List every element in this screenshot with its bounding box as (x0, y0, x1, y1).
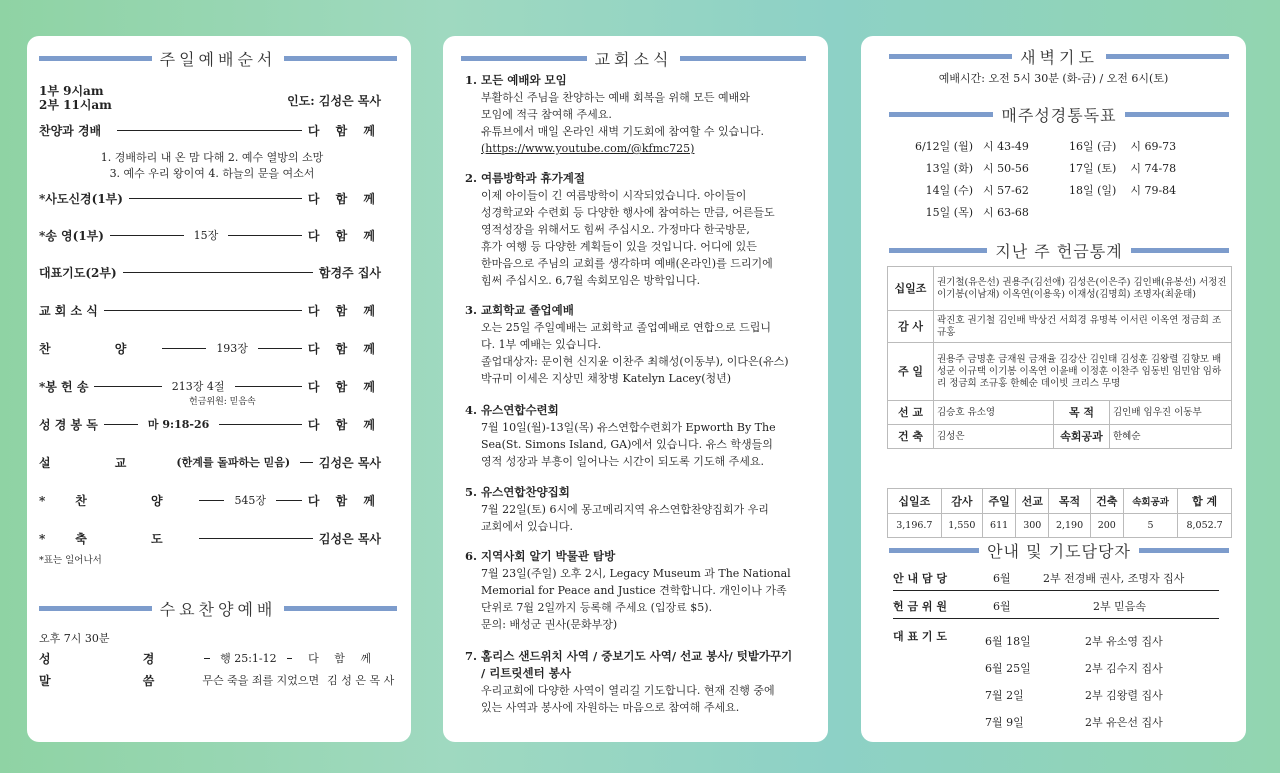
news-item-4: 4. 유스연합수련회 7월 10일(월)-13일(목) 유스연합수련회가 Epworth By The Sea(St. Simons Island, GA)에서 있습니다. 유스 학생들의 영적 성장과 부흥이 일어나는 시간이 되도록 기도해 주세요. (465, 403, 776, 468)
duty-divider-1 (893, 590, 1219, 591)
row-praise: 찬양과 경배 다 함 께 (39, 123, 381, 138)
bible-reading-title: 매주성경통독표 (889, 102, 1229, 126)
offering-row-sunday: 주 일 권용주 금명훈 금재원 금재율 김강산 김인태 김성훈 김왕렬 김향모 배성군 이규택 이기봉 이옥연 이윤배 이정훈 이찬주 임동빈 임민암 임하리 정금희 조규홍 한혜순 데이빗 크리스 무명 (888, 343, 1232, 401)
news-item-2: 2. 여름방학과 휴가계절 이제 아이들이 긴 여름방학이 시작되었습니다. 아이들이 성경학교와 수련회 등 다양한 행사에 참여하는 만큼, 어른들도 영적성장을 위해서도 힘써 주십시오. 가정마다 한국방문, 휴가 여행 등 다양한 계획들이 있을 것입니다. 어디에 있든 한마음으로 주님의 교회를 생각하며 예배(온라인)를 드리기에 힘써 주십시오. 6,7월 속회모임은 방학입니다. (465, 171, 775, 287)
offering-stats-title: 지난 주 헌금통계 (889, 238, 1229, 262)
praise-songs: 1. 경배하리 내 온 맘 다해 2. 예수 열방의 소망 3. 예수 우리 왕이여 4. 하늘의 문을 여소서 (100, 151, 324, 180)
duty-divider-2 (893, 618, 1219, 619)
duty-offering-row: 헌 금 위 원 6월 2부 믿음속 (893, 600, 1146, 613)
duty-prayer-label: 대 표 기 도 (893, 630, 947, 643)
wednesday-title: 수요찬양예배 (39, 596, 397, 620)
row-news: 교 회 소 식 다 함 께 (39, 303, 381, 318)
totals-value-row: 3,196.7 1,550 611 300 2,190 200 5 8,052.7 (888, 514, 1232, 538)
duty-prayer-list: 6월 18일 2부 유소영 집사 6월 25일 2부 김수지 집사 7월 2일 2부 김왕렬 집사 7월 9일 2부 유은선 집사 (985, 635, 1163, 729)
row-benediction: *축 도 김성은 목사 (39, 531, 381, 546)
offering-names-table (887, 266, 1232, 449)
offering-row-mission: 선 교 김승호 유소영 목 적 김인배 임우진 이동부 (888, 401, 1232, 425)
offering-note: 헌금위원: 믿음속 (189, 397, 256, 407)
totals-header-row: 십일조 감사 주일 선교 목적 건축 속회공과 합 계 (888, 489, 1232, 514)
duty-guide-row: 안 내 담 당 6월 2부 전경배 권사, 조명자 집사 (893, 572, 1185, 585)
news-item-3: 3. 교회학교 졸업예배 오는 25일 주일예배는 교회학교 졸업예배로 연합으로 드립니 다. 1부 예배는 있습니다. 졸업대상자: 문이현 신지윤 이찬주 최해성(이동부), 이다은(유스) 박규미 이세은 지상민 채창병 Katelyn Lacey(청년) (465, 303, 789, 385)
news-item-5: 5. 유스연합찬양집회 7월 22일(토) 6시에 몽고메리지역 유스연합찬양집회가 우리 교회에서 있습니다. (465, 485, 769, 533)
leader: 인도: 김성은 목사 (287, 94, 381, 108)
row-offertory: *봉 헌 송 213장 4절 다 함 께 (39, 379, 381, 394)
row-doxology: *송 영(1부) 15장 다 함 께 (39, 228, 382, 243)
row-scripture: 성 경 봉 독 마 9:18-26 다 함 께 (39, 417, 381, 432)
news-item-1: 1. 모든 예배와 모임 부활하신 주님을 찬양하는 예배 회복을 위해 모든 예배와 모임에 적극 참여해 주세요. 유튜브에서 매일 온라인 새벽 기도회에 참여할 수 있습니다. (https://www.youtube.com/@kfmc725) (465, 73, 764, 155)
wed-row-scripture: 성 경 행 25:1-12 다 함 께 (39, 651, 377, 666)
dawn-prayer-time: 예배시간: 오전 5시 30분 (화-금) / 오전 6시(토) (938, 72, 1169, 85)
info-panel (861, 36, 1246, 742)
row-creed: *사도신경(1부) 다 함 께 (39, 191, 381, 206)
dawn-prayer-title: 새벽기도 (889, 44, 1229, 68)
standing-note: *표는 일어나서 (39, 555, 102, 566)
news-item-7: 7. 홈리스 샌드위치 사역 / 중보기도 사역/ 선교 봉사/ 텃밭가꾸기 / 리트릿센터 봉사 우리교회에 다양한 사역이 열리길 기도합니다. 현재 진행 중에 있는 사역과 봉사에 자원하는 마음으로 참여해 주세요. (465, 649, 793, 714)
church-news-panel (443, 36, 828, 742)
row-hymn2: *찬 양 545장 다 함 께 (39, 493, 381, 508)
church-news-title: 교회소식 (461, 46, 806, 70)
wednesday-time: 오후 7시 30분 (39, 632, 110, 645)
offering-row-building: 건 축 김성은 속회공과 한혜순 (888, 425, 1232, 449)
offering-totals-table (887, 488, 1232, 538)
row-sermon: 설 교 (한계를 돌파하는 믿음) 김성은 목사 (39, 455, 381, 470)
bible-reading-left: 6/12일 (월) 시 43-49 13일 (화) 시 50-56 14일 (수) 시 57-62 15일 (목) 시 63-68 (914, 140, 1029, 219)
row-prayer: 대표기도(2부) 함경주 집사 (39, 265, 381, 280)
youtube-link[interactable]: (https://www.youtube.com/@kfmc725) (481, 142, 695, 155)
offering-row-thanks: 감 사 곽진호 권기철 김인배 박상건 서희경 유명복 이서린 이옥연 정금희 조규홍 (888, 311, 1232, 343)
row-hymn: 찬 양 193장 다 함 께 (39, 341, 382, 356)
wed-row-sermon: 말 씀 무슨 죽을 죄를 지었으면 김 성 은 목 사 (39, 673, 395, 688)
worship-order-panel (27, 36, 411, 742)
news-item-6: 6. 지역사회 알기 박물관 탐방 7월 23일(주일) 오후 2시, Legacy Museum 과 The National Memorial for Peace and Justice 견학합니다. 개인이나 가족 단위로 7월 2일까지 등록해 주세요 (입장료 $5). 문의: 배성군 권사(문화부장) (465, 549, 791, 631)
worship-order-title: 주일예배순서 (39, 46, 397, 70)
offering-row-tithe: 십일조 권기철(유은선) 권용주(김선애) 김성은(이은주) 김인배(유봉선) 서정진 이기봉(이남재) 이옥연(이용욱) 이재성(김명희) 조명자(최윤태) (888, 267, 1232, 311)
duty-title: 안내 및 기도담당자 (889, 538, 1229, 562)
service-times: 1부 9시am 2부 11시am (39, 84, 112, 112)
bible-reading-right: 16일 (금) 시 69-73 17일 (토) 시 74-78 18일 (일) 시 79-84 (1069, 140, 1177, 197)
